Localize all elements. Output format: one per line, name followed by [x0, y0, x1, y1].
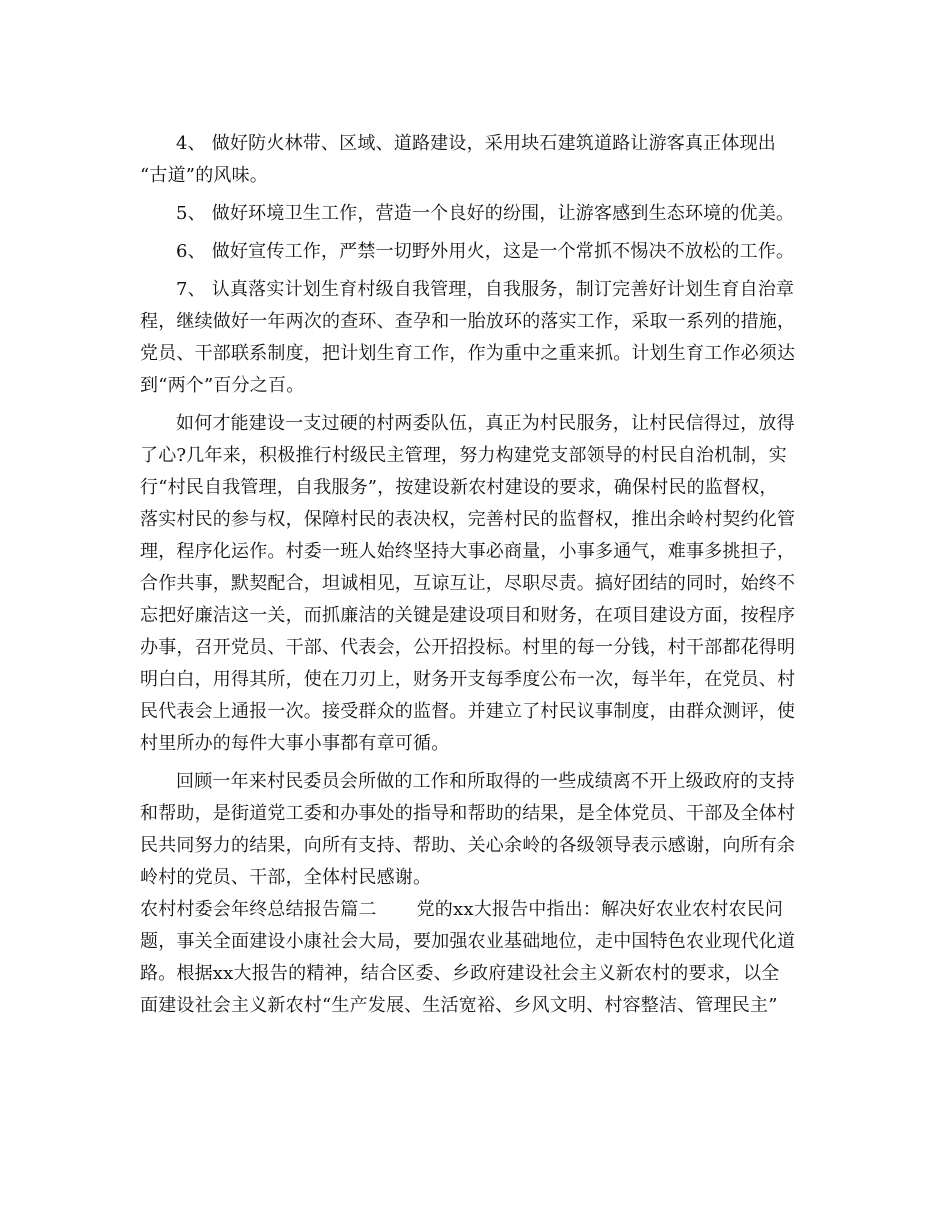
- text-line: 民代表会上通报一次。接受群众的监督。并建立了村民议事制度，由群众测评，使: [140, 701, 796, 722]
- text-line: 7、 认真落实计划生育村级自我管理，自我服务，制订完善好计划生育自治章: [176, 279, 795, 300]
- text-line: 了心?几年来，积极推行村级民主管理，努力构建党支部领导的村民自治机制，实: [140, 445, 787, 466]
- text-line: 路。根据xx大报告的精神，结合区委、乡政府建设社会主义新农村的要求，以全: [140, 963, 780, 984]
- text-line: 5、 做好环境卫生工作，营造一个良好的纷围，让游客感到生态环境的优美。: [176, 203, 795, 224]
- text-line: 理，程序化运作。村委一班人始终坚持大事必商量，小事多通气，难事多挑担子，: [140, 541, 796, 562]
- text-line: 党的xx大报告中指出：解决好农业农村农民问: [416, 899, 784, 920]
- text-line: 落实村民的参与权，保障村民的表决权，完善村民的监督权，推出余岭村契约化管: [140, 509, 796, 530]
- text-line: 村里所办的每件大事小事都有章可循。: [140, 733, 450, 754]
- text-line: 民共同努力的结果，向所有支持、帮助、关心余岭的各级领导表示感谢，向所有余: [140, 835, 796, 856]
- text-line: 到“两个”百分之百。: [140, 375, 305, 396]
- text-line: 回顾一年来村民委员会所做的工作和所取得的一些成绩离不开上级政府的支持: [176, 771, 795, 792]
- text-line: 题，事关全面建设小康社会大局，要加强农业基础地位，走中国特色农业现代化道: [140, 931, 796, 952]
- text-line: 合作共事，默契配合，坦诚相见，互谅互让，尽职尽责。搞好团结的同时，始终不: [140, 573, 796, 594]
- text-line: 6、 做好宣传工作，严禁一切野外用火，这是一个常抓不惕决不放松的工作。: [176, 241, 795, 262]
- text-line: 4、 做好防火林带、区域、道路建设，采用块石建筑道路让游客真正体现出: [176, 133, 776, 154]
- section-heading: 农村村委会年终总结报告篇二: [140, 899, 377, 920]
- text-line: 明白白，用得其所，使在刀刃上，财务开支每季度公布一次，每半年，在党员、村: [140, 669, 796, 690]
- text-line: 岭村的党员、干部，全体村民感谢。: [140, 867, 432, 888]
- text-line: 党员、干部联系制度，把计划生育工作，作为重中之重来抓。计划生育工作必须达: [140, 343, 796, 364]
- text-line: 忘把好廉洁这一关，而抓廉洁的关键是建设项目和财务，在项目建设方面，按程序: [140, 605, 796, 626]
- text-line: 和帮助，是街道党工委和办事处的指导和帮助的结果，是全体党员、干部及全体村: [140, 803, 796, 824]
- text-line: 办事，召开党员、干部、代表会，公开招投标。村里的每一分钱，村干部都花得明: [140, 637, 796, 658]
- text-line: 面建设社会主义新农村“生产发展、生活宽裕、乡风文明、村容整洁、管理民主”: [140, 995, 778, 1016]
- text-line-with-heading: [140, 894, 812, 926]
- document-page: [140, 128, 812, 1022]
- text-line: 行“村民自我管理，自我服务”，按建设新农村建设的要求，确保村民的监督权，: [140, 477, 778, 498]
- text-line: 程，继续做好一年两次的查环、查孕和一胎放环的落实工作，采取一系列的措施，: [140, 311, 796, 332]
- text-line: 如何才能建设一支过硬的村两委队伍，真正为村民服务，让村民信得过，放得: [176, 413, 795, 434]
- text-line: “古道”的风味。: [140, 165, 269, 186]
